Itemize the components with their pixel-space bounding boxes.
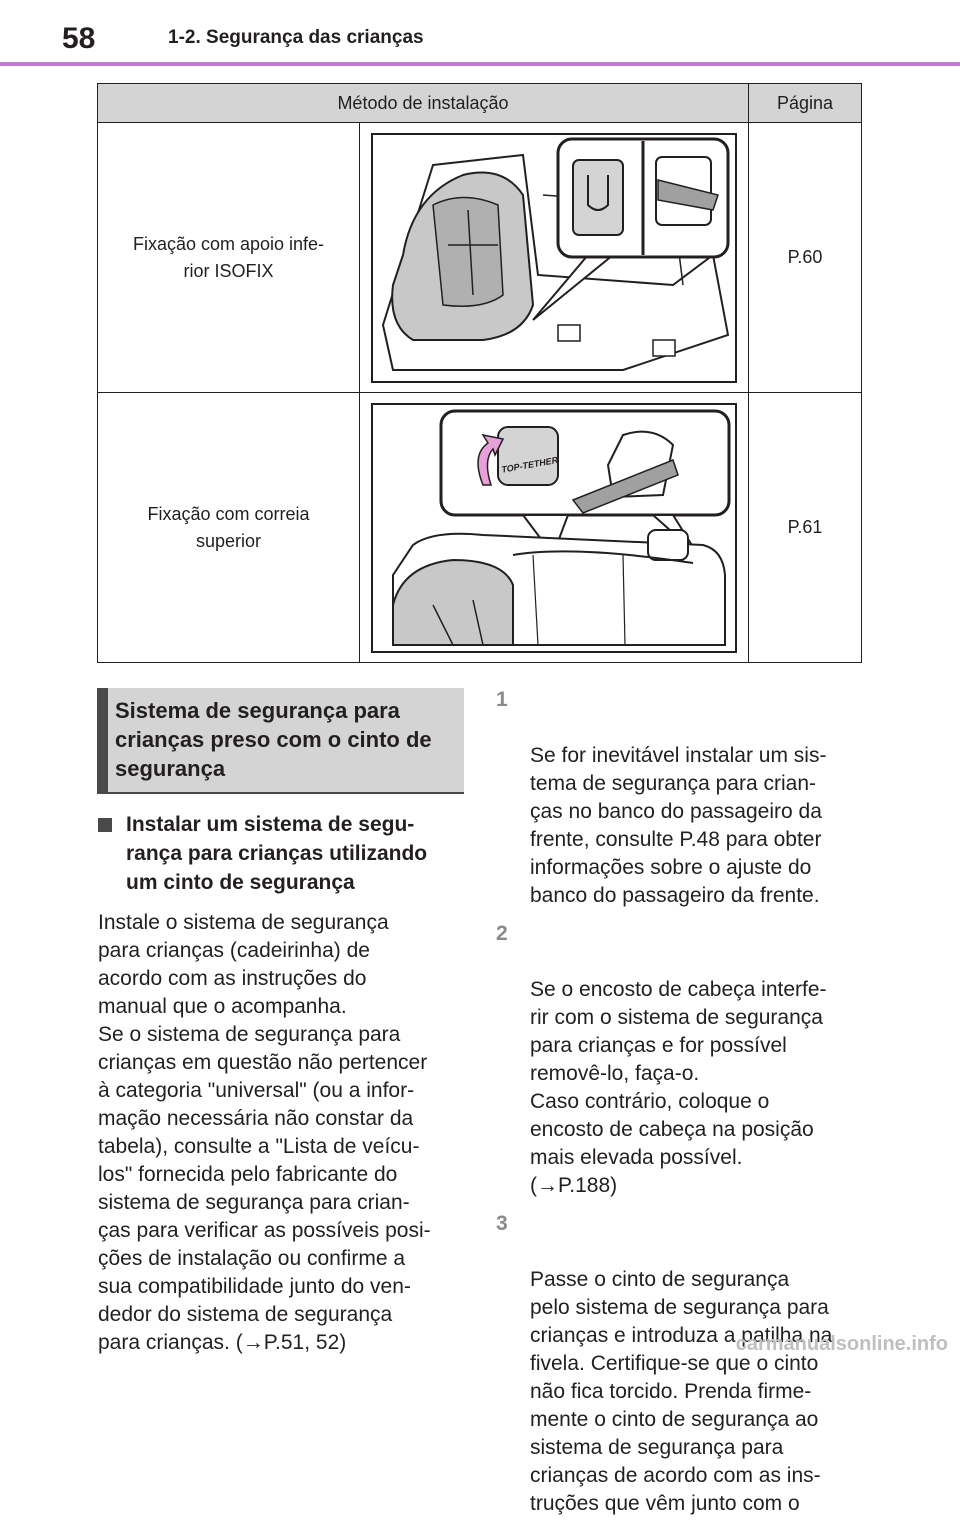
subheading-rule [97, 792, 464, 794]
bullet-heading [98, 810, 466, 897]
watermark: carmanualsonline.info [735, 1333, 948, 1355]
method-cell: Fixação com correia superior [98, 393, 360, 663]
isofix-seat-illustration-icon [371, 133, 737, 383]
method-cell: Fixação com apoio infe- rior ISOFIX [98, 123, 360, 393]
installation-table [97, 83, 862, 663]
figure-cell [360, 393, 749, 663]
step-number: 3 [496, 1212, 508, 1235]
step-number: 1 [496, 688, 508, 711]
subheading-bar [97, 688, 108, 792]
subheading: Sistema de segurança para crianças preso com o cinto de segurança [115, 698, 432, 781]
list-item [496, 920, 868, 1200]
left-column [98, 810, 466, 1357]
page-ref-cell: P.61 [749, 393, 862, 663]
step-text: Se o encosto de cabeça interfe- rir com o sistema de segurança para crianças e for possível removê-lo, faça-o. Caso contrário, coloque o encosto de cabeça na posição mais elevada possível. (→P.188) [530, 978, 827, 1197]
page-header [0, 0, 960, 62]
top-tether-seat-illustration-icon [371, 403, 737, 653]
bullet-heading-text: Instalar um sistema de segu- rança para crianças utilizando um cinto de segurança [126, 813, 428, 894]
list-item [496, 686, 868, 910]
square-bullet-icon [98, 818, 112, 832]
step-text: Passe o cinto de segurança pelo sistema de segurança para crianças e introduza a patilha na fivela. Certifique-se que o cinto não fica torcido. Prenda firme- mente o cinto de segurança ao sistema de segurança para crianças de acordo com as ins- truções que vêm junto com o [530, 1268, 833, 1515]
right-column [496, 686, 868, 1528]
list-item [496, 1210, 868, 1518]
page-number: 58 [62, 22, 96, 55]
header-rule [0, 62, 960, 66]
step-number: 2 [496, 922, 508, 945]
column-header-method: Método de instalação [98, 84, 749, 123]
subheading-box [97, 688, 464, 792]
step-text: Se for inevitável instalar um sis- tema de segurança para crian- ças no banco do passageiro da frente, consulte P.48 para obter informações sobre o ajuste do banco do passageiro da frente. [530, 744, 827, 907]
column-header-page: Página [749, 84, 862, 123]
figure-cell [360, 123, 749, 393]
table-row [98, 123, 862, 393]
body-paragraph: Instale o sistema de segurança para crianças (cadeirinha) de acordo com as instruções do manual que o acompanha. Se o sistema de segurança para crianças em questão não pertencer à categoria "universal" (ou a infor- mação necessária não constar da tabela), consulte a "Lista de veícu- los" fornecida pelo fabricante do sistema de segurança para crian- ças para verificar as possíveis posi- ções de instalação ou confirme a sua compatibilidade junto do ven- dedor do sistema de segurança para crianças. (→P.51, 52) [98, 911, 431, 1354]
tether-label: TOP-TETHER [500, 454, 559, 475]
table-row [98, 393, 862, 663]
section-title: 1-2. Segurança das crianças [168, 27, 424, 48]
page-ref-cell: P.60 [749, 123, 862, 393]
